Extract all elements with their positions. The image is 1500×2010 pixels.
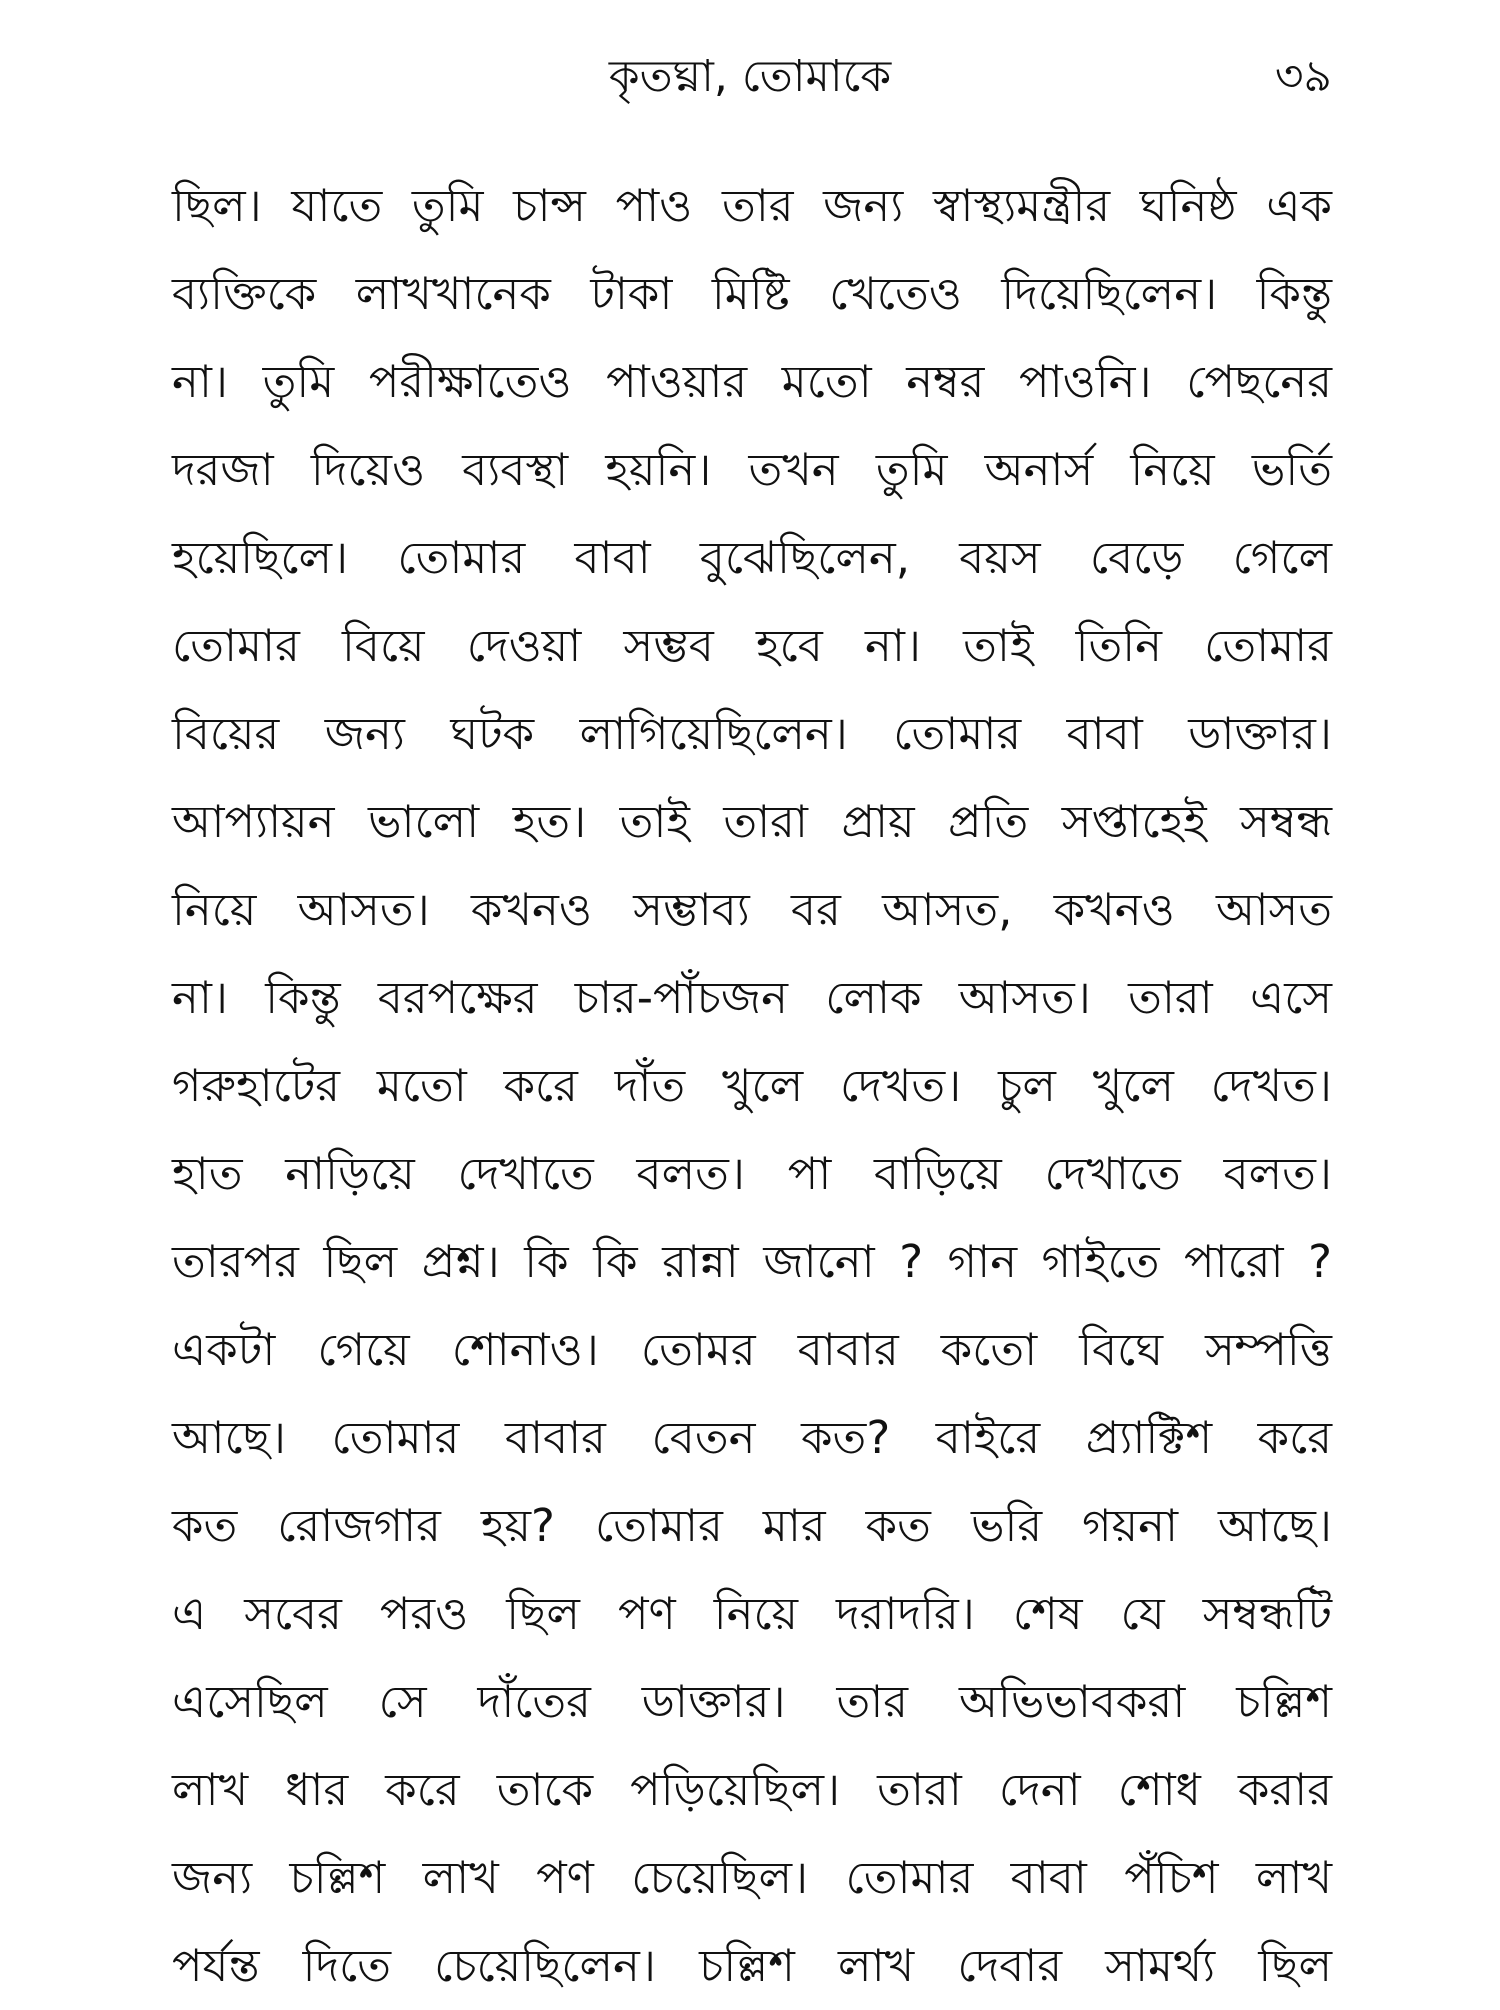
running-header [0, 42, 1500, 112]
text-line: এসেছিল সে দাঁতের ডাক্তার। তার অভিভাবকরা চল্লিশ [172, 1675, 1332, 1728]
text-line: নিয়ে আসত। কখনও সম্ভাব্য বর আসত, কখনও আসত [172, 883, 1332, 936]
text-line: ছিল। যাতে তুমি চান্স পাও তার জন্য স্বাস্থ্যমন্ত্রীর ঘনিষ্ঠ এক [172, 179, 1332, 232]
text-line: এ সবের পরও ছিল পণ নিয়ে দরাদরি। শেষ যে সম্বন্ধটি [172, 1587, 1332, 1640]
text-line: তোমার বিয়ে দেওয়া সম্ভব হবে না। তাই তিনি তোমার [172, 619, 1332, 672]
text-line: লাখ ধার করে তাকে পড়িয়েছিল। তারা দেনা শোধ করার [172, 1763, 1332, 1816]
text-line: কত রোজগার হয়? তোমার মার কত ভরি গয়না আছে। [172, 1499, 1332, 1552]
text-line: আপ্যায়ন ভালো হত। তাই তারা প্রায় প্রতি সপ্তাহেই সম্বন্ধ [172, 795, 1332, 848]
text-line: হয়েছিলে। তোমার বাবা বুঝেছিলেন, বয়স বেড়ে গেলে [172, 531, 1332, 584]
chapter-title: কৃতঘ্না, তোমাকে [608, 51, 892, 102]
text-line: দরজা দিয়েও ব্যবস্থা হয়নি। তখন তুমি অনার্স নিয়ে ভর্তি [172, 443, 1332, 496]
text-line: না। কিন্তু বরপক্ষের চার-পাঁচজন লোক আসত। তারা এসে [172, 971, 1332, 1024]
text-line: জন্য চল্লিশ লাখ পণ চেয়েছিল। তোমার বাবা পঁচিশ লাখ [172, 1851, 1332, 1904]
text-line: গরুহাটের মতো করে দাঁত খুলে দেখত। চুল খুলে দেখত। [172, 1059, 1332, 1112]
body-text [172, 162, 1332, 2010]
text-line: তারপর ছিল প্রশ্ন। কি কি রান্না জানো ? গান গাইতে পারো ? [172, 1235, 1332, 1288]
text-line: পর্যন্ত দিতে চেয়েছিলেন। চল্লিশ লাখ দেবার সামর্থ্য ছিল [172, 1939, 1332, 1992]
text-line: ব্যক্তিকে লাখখানেক টাকা মিষ্টি খেতেও দিয়েছিলেন। কিন্তু [172, 267, 1332, 320]
text-line: হাত নাড়িয়ে দেখাতে বলত। পা বাড়িয়ে দেখাতে বলত। [172, 1147, 1332, 1200]
text-line: একটা গেয়ে শোনাও। তোমর বাবার কতো বিঘে সম্পত্তি [172, 1323, 1332, 1376]
text-line: না। তুমি পরীক্ষাতেও পাওয়ার মতো নম্বর পাওনি। পেছনের [172, 355, 1332, 408]
text-line: আছে। তোমার বাবার বেতন কত? বাইরে প্র্যাক্টিশ করে [172, 1411, 1332, 1464]
page-number: ৩৯ [1274, 51, 1332, 102]
text-line: বিয়ের জন্য ঘটক লাগিয়েছিলেন। তোমার বাবা ডাক্তার। [172, 707, 1332, 760]
